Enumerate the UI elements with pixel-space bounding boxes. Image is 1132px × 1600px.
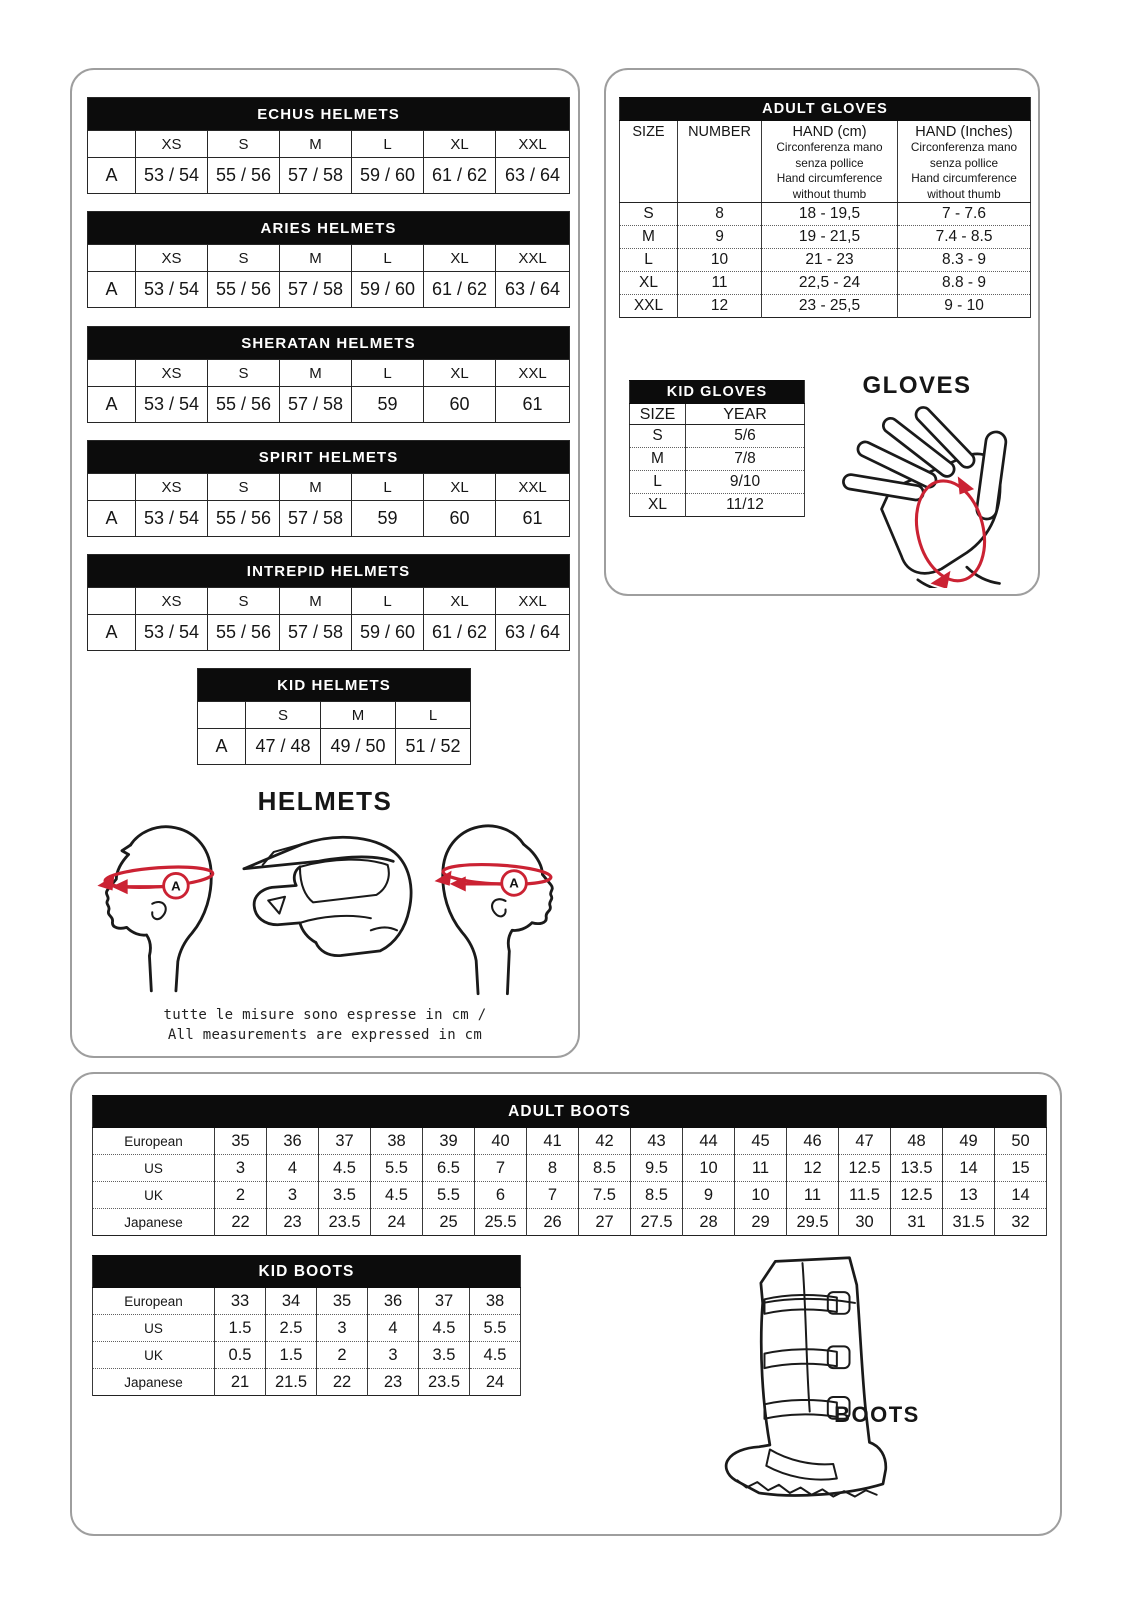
- column-header: [88, 131, 136, 158]
- row-label: Japanese: [93, 1369, 215, 1396]
- measure-a-label: A: [171, 878, 181, 894]
- size-cell: 22: [317, 1369, 368, 1396]
- head-profile-kid-icon: [86, 818, 228, 998]
- row-label: A: [88, 387, 136, 423]
- size-cell: 41: [527, 1128, 579, 1155]
- size-cell: 46: [787, 1128, 839, 1155]
- boots-section-title: BOOTS: [834, 1402, 920, 1427]
- column-header: S: [208, 245, 280, 272]
- table-row: [93, 1315, 521, 1342]
- size-cell: 36: [267, 1128, 319, 1155]
- size-cell: 6.5: [423, 1155, 475, 1182]
- column-header: S: [246, 702, 321, 729]
- size-cell: 57 / 58: [280, 272, 352, 308]
- column-header: XXL: [496, 474, 570, 501]
- size-cell: 61 / 62: [424, 615, 496, 651]
- row-label: European: [93, 1288, 215, 1315]
- size-cell: 55 / 56: [208, 158, 280, 194]
- column-header: XL: [424, 474, 496, 501]
- table-row: [88, 501, 570, 537]
- size-cell: 8.5: [631, 1182, 683, 1209]
- size-cell: 6: [475, 1182, 527, 1209]
- size-cell: 59 / 60: [352, 158, 424, 194]
- motocross-boot-icon: [712, 1246, 902, 1530]
- size-cell: 42: [579, 1128, 631, 1155]
- size-cell: 49: [943, 1128, 995, 1155]
- column-header: NUMBER: [678, 121, 762, 203]
- table-row: [88, 387, 570, 423]
- size-cell: 10: [678, 249, 762, 272]
- size-cell: 53 / 54: [136, 158, 208, 194]
- size-cell: 29.5: [787, 1209, 839, 1236]
- column-header: S: [208, 588, 280, 615]
- size-cell: 28: [683, 1209, 735, 1236]
- size-cell: 7: [475, 1155, 527, 1182]
- size-cell: 35: [215, 1128, 267, 1155]
- gloves-section-title: GLOVES: [862, 372, 972, 399]
- size-cell: 53 / 54: [136, 615, 208, 651]
- size-cell: 5.5: [371, 1155, 423, 1182]
- aries-helmets-table: [87, 211, 569, 308]
- size-cell: 51 / 52: [396, 729, 471, 765]
- size-cell: 11.5: [839, 1182, 891, 1209]
- table-row: [93, 1288, 521, 1315]
- size-cell: 3: [368, 1342, 419, 1369]
- size-cell: 59 / 60: [352, 272, 424, 308]
- size-cell: 10: [735, 1182, 787, 1209]
- sheratan-helmets-table: [87, 326, 569, 423]
- size-cell: 27: [579, 1209, 631, 1236]
- measure-a-label: A: [509, 875, 519, 891]
- size-cell: 8.5: [579, 1155, 631, 1182]
- column-header: M: [280, 245, 352, 272]
- adult-gloves-table: [619, 97, 1030, 318]
- column-header: M: [280, 588, 352, 615]
- size-cell: 10: [683, 1155, 735, 1182]
- size-cell: 31: [891, 1209, 943, 1236]
- size-cell: 40: [475, 1128, 527, 1155]
- row-label: US: [93, 1315, 215, 1342]
- size-cell: 14: [943, 1155, 995, 1182]
- size-cell: 4.5: [371, 1182, 423, 1209]
- head-profile-adult-icon: [426, 818, 568, 1000]
- size-cell: 49 / 50: [321, 729, 396, 765]
- size-cell: 21.5: [266, 1369, 317, 1396]
- size-cell: 13: [943, 1182, 995, 1209]
- size-cell: 57 / 58: [280, 158, 352, 194]
- size-cell: 57 / 58: [280, 501, 352, 537]
- row-label: XL: [620, 272, 678, 295]
- adult-boots-table: [92, 1095, 1046, 1236]
- size-cell: 37: [319, 1128, 371, 1155]
- table-row: [620, 272, 1031, 295]
- size-cell: 23: [267, 1209, 319, 1236]
- column-header: M: [280, 474, 352, 501]
- column-header: XL: [424, 588, 496, 615]
- row-label: US: [93, 1155, 215, 1182]
- table-title-bar: SHERATAN HELMETS: [88, 327, 570, 360]
- table-row: [630, 471, 805, 494]
- size-cell: 60: [424, 501, 496, 537]
- size-cell: 2.5: [266, 1315, 317, 1342]
- size-cell: 12: [787, 1155, 839, 1182]
- size-cell: 25.5: [475, 1209, 527, 1236]
- boots-panel: [70, 1072, 1062, 1536]
- size-cell: 7: [527, 1182, 579, 1209]
- size-cell: 7 - 7.6: [898, 203, 1031, 226]
- spirit-helmets-table: [87, 440, 569, 537]
- column-header: XL: [424, 245, 496, 272]
- table-title-bar: KID BOOTS: [93, 1256, 521, 1288]
- column-header: [88, 245, 136, 272]
- size-cell: 53 / 54: [136, 501, 208, 537]
- table-title-bar: KID HELMETS: [198, 669, 471, 702]
- size-cell: 32: [995, 1209, 1047, 1236]
- column-header: XS: [136, 474, 208, 501]
- size-cell: 57 / 58: [280, 387, 352, 423]
- column-header: M: [280, 131, 352, 158]
- size-cell: 2: [317, 1342, 368, 1369]
- size-cell: 23.5: [419, 1369, 470, 1396]
- size-cell: 50: [995, 1128, 1047, 1155]
- helmets-panel: [70, 68, 580, 1058]
- size-cell: 8: [527, 1155, 579, 1182]
- table-row: [88, 615, 570, 651]
- table-row: [93, 1155, 1047, 1182]
- column-header: [88, 588, 136, 615]
- size-cell: 35: [317, 1288, 368, 1315]
- size-cell: 63 / 64: [496, 272, 570, 308]
- helmets-illustrations: [86, 818, 568, 1000]
- column-header: XXL: [496, 245, 570, 272]
- measurements-footnote: [72, 1006, 578, 1045]
- column-header: SIZE: [630, 404, 686, 425]
- size-cell: 61 / 62: [424, 272, 496, 308]
- kid-boots-table: [92, 1255, 520, 1396]
- table-row: [630, 448, 805, 471]
- size-cell: 43: [631, 1128, 683, 1155]
- column-header: L: [352, 360, 424, 387]
- column-header: XXL: [496, 588, 570, 615]
- table-title-bar: KID GLOVES: [630, 381, 805, 404]
- size-cell: 5.5: [423, 1182, 475, 1209]
- column-header: XS: [136, 131, 208, 158]
- size-cell: 55 / 56: [208, 501, 280, 537]
- size-cell: 23.5: [319, 1209, 371, 1236]
- size-cell: 11: [678, 272, 762, 295]
- helmets-section-title: HELMETS: [257, 786, 393, 816]
- size-cell: 57 / 58: [280, 615, 352, 651]
- column-header: HAND (cm) Circonferenza mano senza pollice Hand circumference without thumb: [762, 121, 898, 203]
- size-cell: 7.4 - 8.5: [898, 226, 1031, 249]
- size-cell: 55 / 56: [208, 615, 280, 651]
- size-cell: 24: [470, 1369, 521, 1396]
- size-cell: 4.5: [470, 1342, 521, 1369]
- size-cell: 33: [215, 1288, 266, 1315]
- size-cell: 31.5: [943, 1209, 995, 1236]
- size-cell: 53 / 54: [136, 387, 208, 423]
- table-row: [620, 249, 1031, 272]
- size-cell: 59: [352, 501, 424, 537]
- size-cell: 22,5 - 24: [762, 272, 898, 295]
- size-cell: 9/10: [686, 471, 805, 494]
- size-cell: 59: [352, 387, 424, 423]
- row-label: A: [88, 501, 136, 537]
- kid-gloves-table: [629, 380, 804, 517]
- size-cell: 19 - 21,5: [762, 226, 898, 249]
- size-cell: 11: [787, 1182, 839, 1209]
- row-label: UK: [93, 1182, 215, 1209]
- row-label: S: [620, 203, 678, 226]
- column-header: XXL: [496, 360, 570, 387]
- table-row: [93, 1182, 1047, 1209]
- size-cell: 36: [368, 1288, 419, 1315]
- row-label: L: [630, 471, 686, 494]
- table-row: [88, 272, 570, 308]
- size-cell: 48: [891, 1128, 943, 1155]
- column-header: L: [352, 588, 424, 615]
- column-header: S: [208, 474, 280, 501]
- table-title-bar: ECHUS HELMETS: [88, 98, 570, 131]
- size-cell: 4: [267, 1155, 319, 1182]
- size-cell: 23: [368, 1369, 419, 1396]
- size-cell: 38: [371, 1128, 423, 1155]
- row-label: L: [620, 249, 678, 272]
- kid-helmets-table: [197, 668, 470, 765]
- column-header: XL: [424, 131, 496, 158]
- column-header: L: [352, 474, 424, 501]
- size-cell: 55 / 56: [208, 272, 280, 308]
- gloves-panel: [604, 68, 1040, 596]
- column-header: M: [321, 702, 396, 729]
- size-cell: 37: [419, 1288, 470, 1315]
- motocross-helmet-icon: [229, 826, 425, 988]
- row-label: M: [630, 448, 686, 471]
- size-cell: 15: [995, 1155, 1047, 1182]
- row-label: European: [93, 1128, 215, 1155]
- column-header: HAND (Inches) Circonferenza mano senza pollice Hand circumference without thumb: [898, 121, 1031, 203]
- column-header: S: [208, 131, 280, 158]
- size-cell: 14: [995, 1182, 1047, 1209]
- column-header: [88, 474, 136, 501]
- column-header: L: [396, 702, 471, 729]
- size-cell: 25: [423, 1209, 475, 1236]
- size-cell: 39: [423, 1128, 475, 1155]
- table-row: [93, 1128, 1047, 1155]
- size-cell: 61 / 62: [424, 158, 496, 194]
- size-cell: 1.5: [215, 1315, 266, 1342]
- table-row: [620, 226, 1031, 249]
- size-cell: 30: [839, 1209, 891, 1236]
- table-title-bar: SPIRIT HELMETS: [88, 441, 570, 474]
- table-row: [630, 494, 805, 517]
- size-cell: 63 / 64: [496, 158, 570, 194]
- footnote-line-en: All measurements are expressed in cm: [167, 1026, 483, 1043]
- table-row: [630, 425, 805, 448]
- size-cell: 53 / 54: [136, 272, 208, 308]
- footnote-line-it: tutte le misure sono espresse in cm /: [163, 1007, 487, 1023]
- echus-helmets-table: [87, 97, 569, 194]
- size-cell: 3: [215, 1155, 267, 1182]
- size-cell: 1.5: [266, 1342, 317, 1369]
- table-row: [620, 295, 1031, 318]
- row-label: A: [88, 158, 136, 194]
- column-header: [88, 360, 136, 387]
- table-title-bar: ARIES HELMETS: [88, 212, 570, 245]
- row-label: UK: [93, 1342, 215, 1369]
- size-cell: 9.5: [631, 1155, 683, 1182]
- size-cell: 60: [424, 387, 496, 423]
- size-cell: 2: [215, 1182, 267, 1209]
- size-cell: 18 - 19,5: [762, 203, 898, 226]
- table-row: [620, 203, 1031, 226]
- size-cell: 12: [678, 295, 762, 318]
- size-cell: 59 / 60: [352, 615, 424, 651]
- table-row: [93, 1369, 521, 1396]
- hand-palm-icon: [828, 402, 1024, 588]
- size-cell: 21: [215, 1369, 266, 1396]
- row-label: A: [198, 729, 246, 765]
- size-cell: 29: [735, 1209, 787, 1236]
- size-cell: 24: [371, 1209, 423, 1236]
- size-cell: 11/12: [686, 494, 805, 517]
- size-cell: 9: [683, 1182, 735, 1209]
- size-cell: 8.3 - 9: [898, 249, 1031, 272]
- column-header: [198, 702, 246, 729]
- column-header: XS: [136, 245, 208, 272]
- size-cell: 3: [317, 1315, 368, 1342]
- column-header: XS: [136, 360, 208, 387]
- size-cell: 27.5: [631, 1209, 683, 1236]
- size-cell: 7.5: [579, 1182, 631, 1209]
- table-row: [88, 158, 570, 194]
- size-cell: 12.5: [839, 1155, 891, 1182]
- column-header: XXL: [496, 131, 570, 158]
- size-cell: 3: [267, 1182, 319, 1209]
- column-header: XL: [424, 360, 496, 387]
- size-cell: 8.8 - 9: [898, 272, 1031, 295]
- size-cell: 5/6: [686, 425, 805, 448]
- size-cell: 5.5: [470, 1315, 521, 1342]
- size-cell: 26: [527, 1209, 579, 1236]
- size-cell: 4.5: [419, 1315, 470, 1342]
- size-cell: 38: [470, 1288, 521, 1315]
- size-cell: 9: [678, 226, 762, 249]
- size-cell: 55 / 56: [208, 387, 280, 423]
- column-header: L: [352, 245, 424, 272]
- column-header: SIZE: [620, 121, 678, 203]
- size-cell: 44: [683, 1128, 735, 1155]
- size-cell: 7/8: [686, 448, 805, 471]
- size-cell: 61: [496, 387, 570, 423]
- size-cell: 3.5: [419, 1342, 470, 1369]
- table-title-bar: ADULT GLOVES: [620, 98, 1031, 121]
- row-label: S: [630, 425, 686, 448]
- table-row: [93, 1209, 1047, 1236]
- column-header: M: [280, 360, 352, 387]
- size-cell: 8: [678, 203, 762, 226]
- row-label: XL: [630, 494, 686, 517]
- intrepid-helmets-table: [87, 554, 569, 651]
- size-cell: 13.5: [891, 1155, 943, 1182]
- row-label: A: [88, 615, 136, 651]
- size-cell: 34: [266, 1288, 317, 1315]
- table-title-bar: INTREPID HELMETS: [88, 555, 570, 588]
- row-label: Japanese: [93, 1209, 215, 1236]
- table-row: [93, 1342, 521, 1369]
- size-cell: 0.5: [215, 1342, 266, 1369]
- column-header: L: [352, 131, 424, 158]
- table-row: [198, 729, 471, 765]
- column-header: S: [208, 360, 280, 387]
- size-cell: 61: [496, 501, 570, 537]
- size-cell: 47 / 48: [246, 729, 321, 765]
- column-header: XS: [136, 588, 208, 615]
- size-cell: 21 - 23: [762, 249, 898, 272]
- size-cell: 12.5: [891, 1182, 943, 1209]
- size-cell: 11: [735, 1155, 787, 1182]
- size-cell: 63 / 64: [496, 615, 570, 651]
- row-label: XXL: [620, 295, 678, 318]
- table-title-bar: ADULT BOOTS: [93, 1096, 1047, 1128]
- row-label: M: [620, 226, 678, 249]
- size-cell: 9 - 10: [898, 295, 1031, 318]
- size-cell: 47: [839, 1128, 891, 1155]
- row-label: A: [88, 272, 136, 308]
- size-cell: 22: [215, 1209, 267, 1236]
- size-cell: 4.5: [319, 1155, 371, 1182]
- size-cell: 3.5: [319, 1182, 371, 1209]
- column-header: YEAR: [686, 404, 805, 425]
- size-cell: 23 - 25,5: [762, 295, 898, 318]
- size-cell: 4: [368, 1315, 419, 1342]
- size-cell: 45: [735, 1128, 787, 1155]
